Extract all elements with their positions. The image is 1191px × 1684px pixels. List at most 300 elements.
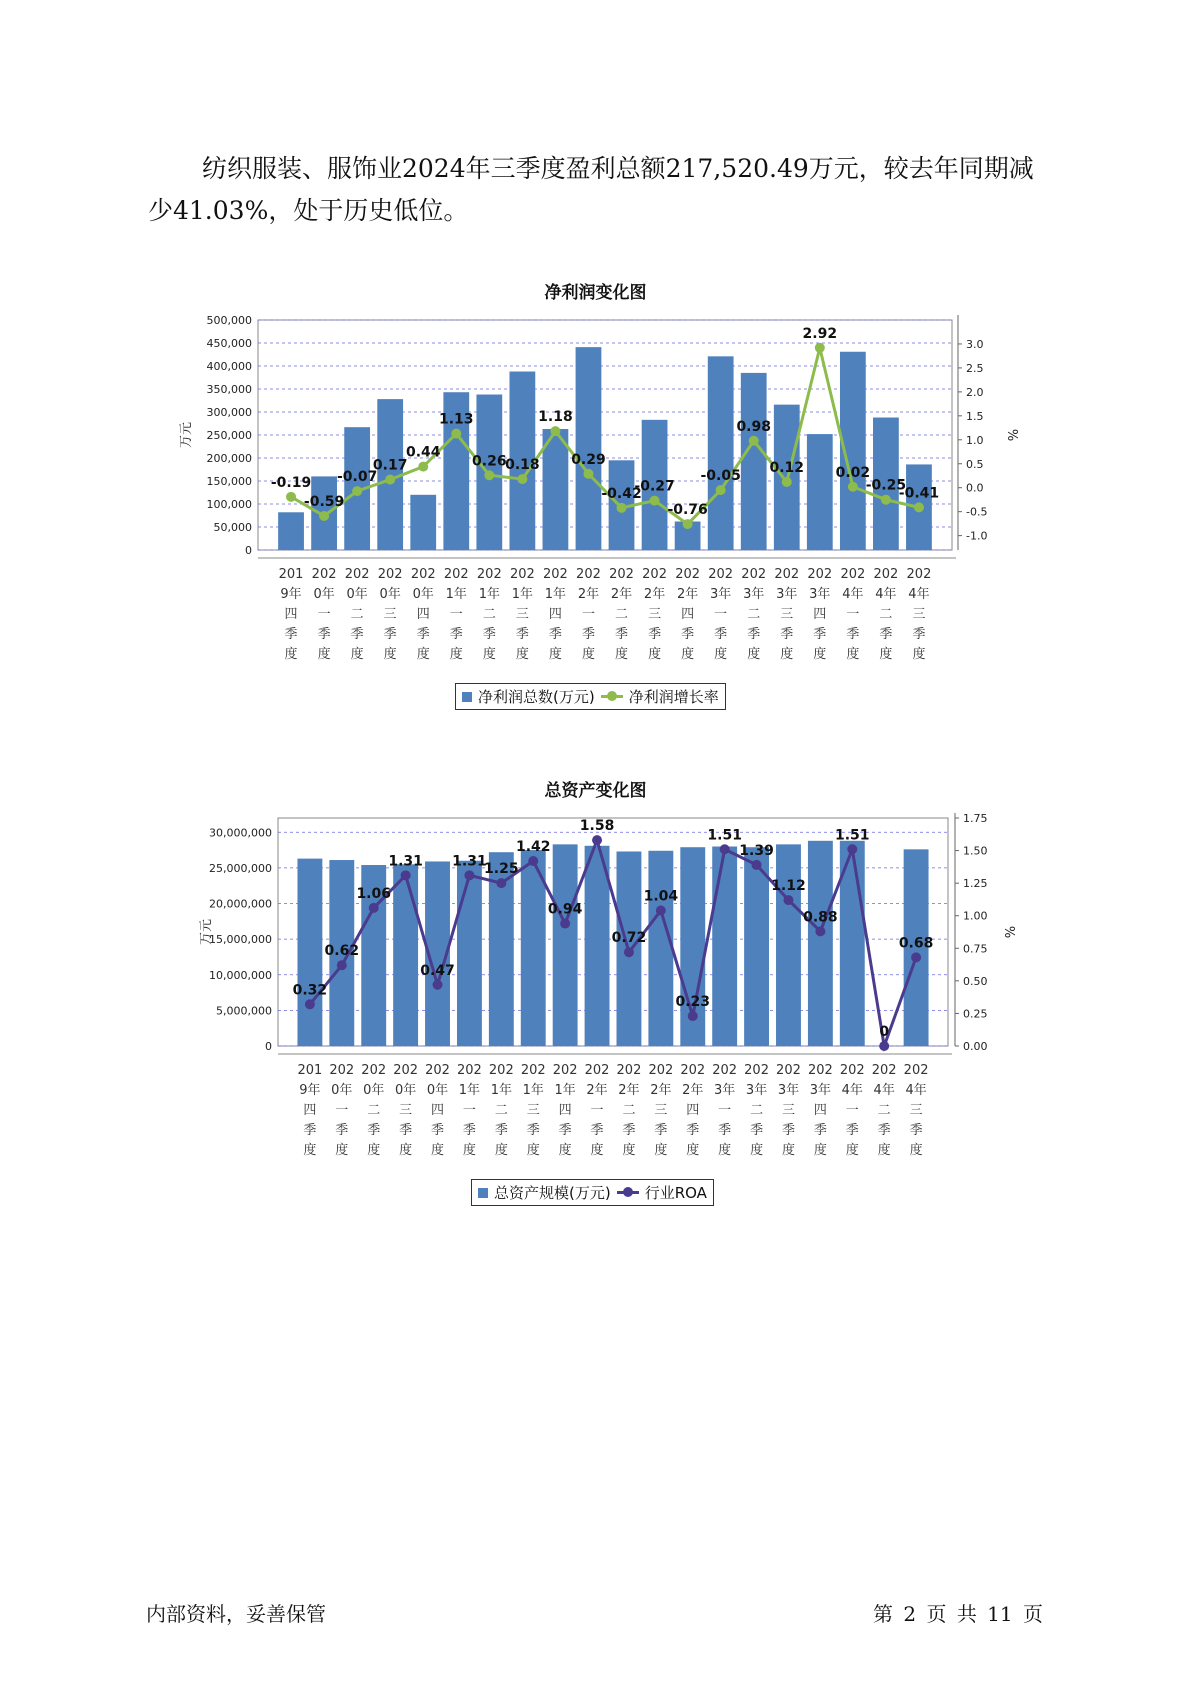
legend-bar-label: 总资产规模(万元) (494, 1184, 611, 1202)
x-tick-label-line: 季 (813, 1123, 827, 1138)
x-tick-label-line: 二 (350, 607, 364, 622)
x-tick-label-line: 202 (871, 1063, 897, 1078)
bar (708, 356, 734, 550)
bar (648, 851, 673, 1046)
x-tick-label-line: 202 (642, 567, 667, 582)
data-label: 0.12 (769, 459, 805, 476)
y2-tick-label: 0.75 (963, 942, 988, 956)
x-tick-label-line: 三 (526, 1103, 540, 1118)
x-tick-label-line: 202 (443, 567, 469, 582)
data-label: -0.41 (898, 485, 940, 502)
x-tick-label-line: 二 (367, 1103, 381, 1118)
line-point (385, 475, 395, 485)
x-tick-label (543, 567, 568, 662)
x-tick-label-line: 0年 (394, 1083, 417, 1098)
y-tick-label: 450,000 (206, 337, 252, 350)
x-tick-label-line: 3年 (809, 1083, 832, 1098)
y-tick-label: 10,000,000 (209, 968, 272, 982)
data-label: 1.04 (643, 888, 679, 905)
y2-tick-label: 0.25 (963, 1007, 988, 1021)
y-tick-label: 500,000 (206, 314, 252, 327)
x-tick-label-line: 一 (317, 607, 331, 622)
x-tick-label-line: 度 (431, 1143, 445, 1158)
x-tick-label-line: 202 (410, 567, 436, 582)
x-tick-label-line: 季 (714, 627, 728, 642)
x-tick-label (411, 567, 436, 662)
line-point (782, 477, 792, 487)
x-tick-label-line: 季 (558, 1123, 572, 1138)
x-tick-label-line: 季 (648, 627, 662, 642)
x-tick-label (297, 1063, 322, 1158)
line-point (848, 482, 858, 492)
x-tick-label-line: 度 (515, 647, 529, 662)
line-point (484, 470, 494, 480)
x-tick-label-line: 二 (615, 607, 629, 622)
x-tick-label (840, 1063, 865, 1158)
line-point (305, 999, 315, 1009)
x-tick-label-line: 三 (781, 1103, 795, 1118)
legend-line-label: 行业ROA (644, 1184, 707, 1202)
x-tick-label-line: 202 (488, 1063, 514, 1078)
data-label: 1.31 (452, 853, 487, 870)
x-tick-label (617, 1063, 642, 1158)
x-tick-label-line: 4年 (842, 587, 864, 602)
x-tick-label-line: 4年 (905, 1083, 927, 1098)
y2-tick-label: 1.75 (963, 812, 988, 825)
line-point (286, 492, 296, 502)
x-tick-label-line: 一 (845, 1103, 859, 1118)
data-label: 0.02 (835, 464, 871, 481)
data-label: 1.31 (388, 853, 423, 870)
x-tick-label (642, 567, 667, 662)
y-tick-label: 20,000,000 (209, 897, 272, 911)
x-tick-label-line: 三 (912, 607, 926, 622)
y-tick-label: 0 (265, 1040, 272, 1053)
x-tick-label-line: 三 (780, 607, 794, 622)
x-tick-label-line: 202 (840, 567, 866, 582)
x-tick-label-line: 四 (548, 607, 562, 622)
x-tick-label-line: 季 (877, 1123, 891, 1138)
y-tick-label: 25,000,000 (209, 861, 272, 875)
bar (741, 373, 767, 550)
line-point (911, 952, 921, 962)
x-tick-label (393, 1063, 418, 1158)
x-tick-label-line: 四 (686, 1103, 700, 1118)
net-profit-chart (0, 270, 1191, 720)
bar (543, 429, 569, 550)
x-tick-label-line: 3年 (743, 587, 765, 602)
x-tick-label-line: 一 (714, 607, 728, 622)
x-tick-label-line: 季 (367, 1123, 381, 1138)
data-label: -0.42 (601, 485, 642, 502)
chart-title: 总资产变化图 (544, 781, 647, 801)
x-tick-label-line: 1年 (511, 587, 534, 602)
x-tick-label-line: 度 (686, 1143, 700, 1158)
data-label: -0.25 (865, 477, 907, 494)
line-point (683, 519, 693, 529)
data-label: 0.44 (405, 444, 441, 461)
bar (808, 841, 833, 1046)
x-tick-label-line: 季 (449, 627, 463, 642)
y2-tick-label: 1.0 (966, 433, 984, 447)
x-tick-label-line: 四 (431, 1103, 445, 1118)
y-tick-label: 250,000 (206, 429, 252, 442)
x-tick-label-line: 202 (839, 1063, 865, 1078)
y2-tick-label: 0.00 (963, 1040, 988, 1053)
x-tick-label (444, 567, 469, 662)
data-label: 0.68 (898, 935, 934, 952)
x-tick-label-line: 度 (558, 1143, 572, 1158)
x-tick-label-line: 202 (708, 567, 734, 582)
x-tick-label-line: 202 (329, 1063, 355, 1078)
x-tick-label-line: 202 (616, 1063, 642, 1078)
x-tick-label-line: 3年 (777, 1083, 800, 1098)
x-tick-label-line: 202 (680, 1063, 706, 1078)
x-tick-label-line: 季 (482, 627, 496, 642)
x-tick-label-line: 4年 (875, 587, 897, 602)
x-tick-label-line: 三 (383, 607, 397, 622)
x-tick-label-line: 季 (416, 627, 430, 642)
line-point (583, 469, 593, 479)
line-point (752, 860, 762, 870)
y-tick-label: 400,000 (206, 360, 252, 373)
x-tick-label-line: 四 (558, 1103, 572, 1118)
line-point (517, 474, 527, 484)
x-tick-label (904, 1063, 929, 1158)
x-tick-label (807, 567, 832, 662)
x-tick-label (576, 567, 601, 662)
x-tick-label-line: 1年 (478, 587, 500, 602)
x-tick-label-line: 3年 (710, 587, 732, 602)
x-tick-label-line: 季 (581, 627, 595, 642)
bar (576, 347, 602, 550)
x-tick-label-line: 202 (584, 1063, 610, 1078)
line-point (418, 462, 428, 472)
x-tick-label-line: 2年 (610, 587, 633, 602)
x-tick-label-line: 季 (909, 1123, 923, 1138)
data-label: 0.17 (372, 457, 408, 474)
x-tick-label-line: 202 (344, 567, 370, 582)
x-tick-label-line: 季 (317, 627, 331, 642)
y-tick-label: 300,000 (206, 406, 252, 419)
x-tick-label-line: 0年 (346, 587, 368, 602)
x-tick-label-line: 202 (393, 1063, 419, 1078)
x-tick-label-line: 202 (311, 567, 337, 582)
y-tick-label: 200,000 (206, 452, 252, 465)
x-tick-label (741, 567, 766, 662)
x-tick-label-line: 度 (813, 1143, 827, 1158)
x-tick-label-line: 1年 (522, 1083, 544, 1098)
x-tick-label-line: 1年 (445, 587, 467, 602)
x-tick-label-line: 201 (297, 1063, 323, 1078)
y-tick-label: 100,000 (206, 498, 252, 511)
y-tick-label: 0 (245, 544, 252, 557)
data-label: -0.19 (270, 474, 312, 491)
data-label: 0 (879, 1024, 890, 1040)
data-label: -0.07 (336, 469, 378, 486)
data-label: 0.47 (420, 962, 455, 979)
x-tick-label-line: 季 (622, 1123, 636, 1138)
footer-page-number: 第 2 页 共 11 页 (873, 1602, 1043, 1626)
data-label: -0.27 (634, 478, 675, 495)
data-label: 1.13 (439, 411, 474, 428)
y2-tick-label: 1.00 (963, 909, 988, 923)
line-point (369, 903, 379, 913)
line-point (656, 906, 666, 916)
data-label: 1.25 (484, 861, 519, 878)
x-tick-label (840, 567, 865, 662)
x-tick-label-line: 度 (845, 1143, 859, 1158)
x-tick-label-line: 202 (609, 567, 634, 582)
x-tick-label-line: 4年 (873, 1083, 895, 1098)
x-tick-label-line: 季 (718, 1123, 732, 1138)
x-tick-label-line: 度 (718, 1143, 732, 1158)
data-label: 0.29 (571, 451, 606, 468)
x-tick-label-line: 季 (686, 1123, 700, 1138)
line-point (337, 960, 347, 970)
x-tick-label-line: 202 (377, 567, 403, 582)
x-tick-label-line: 度 (303, 1143, 317, 1158)
x-tick-label-line: 3年 (809, 587, 831, 602)
x-tick-label-line: 202 (906, 567, 932, 582)
x-tick-label (361, 1063, 386, 1158)
x-tick-label-line: 0年 (363, 1083, 385, 1098)
x-tick-label (521, 1063, 546, 1158)
x-tick-label-line: 三 (654, 1103, 668, 1118)
footer-confidential: 内部资料，妥善保管 (146, 1602, 326, 1626)
x-tick-label-line: 四 (284, 607, 298, 622)
x-tick-label-line: 度 (350, 647, 364, 662)
x-tick-label-line: 1年 (554, 1083, 576, 1098)
x-tick-label-line: 度 (383, 647, 397, 662)
y2-tick-label: 0.0 (966, 481, 984, 495)
x-tick-label-line: 度 (879, 647, 893, 662)
line-point (433, 980, 443, 990)
x-tick-label-line: 202 (774, 567, 800, 582)
x-tick-label-line: 季 (845, 1123, 859, 1138)
x-tick-label (457, 1063, 482, 1158)
data-label: 0.72 (611, 930, 647, 947)
line-point (550, 426, 560, 436)
x-tick-label (872, 1063, 897, 1158)
data-label: 1.39 (739, 842, 774, 859)
x-tick-label-line: 一 (581, 607, 595, 622)
y2-axis-title: % (1004, 428, 1019, 442)
line-point (879, 1041, 889, 1051)
x-tick-label-line: 二 (622, 1103, 636, 1118)
data-label: 1.51 (835, 827, 870, 844)
x-tick-label-line: 季 (590, 1123, 604, 1138)
y-tick-label: 50,000 (213, 521, 252, 534)
line-point (592, 835, 602, 845)
line-point (783, 895, 793, 905)
x-tick-label (680, 1063, 705, 1158)
x-tick-label-line: 季 (879, 627, 893, 642)
x-tick-label (553, 1063, 578, 1158)
line-point (688, 1011, 698, 1021)
y-tick-label: 5,000,000 (216, 1004, 272, 1018)
x-tick-label-line: 一 (449, 607, 463, 622)
x-tick-label-line: 度 (654, 1143, 668, 1158)
x-tick-label-line: 2年 (676, 587, 699, 602)
x-tick-label-line: 度 (714, 647, 728, 662)
x-tick-label-line: 度 (781, 1143, 795, 1158)
x-tick-label-line: 0年 (412, 587, 434, 602)
line-point (815, 926, 825, 936)
x-tick-label-line: 季 (383, 627, 397, 642)
legend-bar-label: 净利润总数(万元) (478, 688, 595, 706)
x-tick-label-line: 度 (846, 647, 860, 662)
x-tick-label-line: 一 (335, 1103, 349, 1118)
x-tick-label (712, 1063, 737, 1158)
x-tick-label-line: 度 (526, 1143, 540, 1158)
chart-title: 净利润变化图 (544, 283, 647, 303)
data-label: 0.88 (803, 909, 838, 926)
x-tick-label (425, 1063, 450, 1158)
x-tick-label-line: 0年 (379, 587, 401, 602)
x-tick-label-line: 201 (278, 567, 304, 582)
y-axis-title: 万元 (199, 918, 214, 946)
data-label: 1.58 (579, 818, 615, 835)
x-tick-label-line: 二 (877, 1103, 891, 1118)
legend-bar-swatch (478, 1188, 488, 1198)
x-tick-label-line: 度 (482, 647, 496, 662)
x-tick-label-line: 202 (361, 1063, 387, 1078)
x-tick-label-line: 季 (654, 1123, 668, 1138)
y-tick-label: 350,000 (206, 383, 252, 396)
data-label: 0.23 (675, 994, 711, 1011)
x-tick-label-line: 202 (520, 1063, 546, 1078)
x-tick-label-line: 四 (416, 607, 430, 622)
y2-tick-label: 1.50 (963, 844, 988, 858)
x-tick-label (609, 567, 634, 662)
line-point (847, 844, 857, 854)
line-point (464, 870, 474, 880)
x-tick-label-line: 季 (615, 627, 629, 642)
chart-legend (455, 683, 726, 710)
x-tick-label-line: 三 (648, 607, 662, 622)
x-tick-label-line: 202 (675, 567, 701, 582)
y2-tick-label: -0.5 (966, 505, 988, 519)
x-tick-label-line: 202 (543, 567, 568, 582)
x-tick-label-line: 季 (548, 627, 562, 642)
x-tick-label-line: 度 (416, 647, 430, 662)
line-point (319, 511, 329, 521)
x-tick-label-line: 2年 (577, 587, 600, 602)
data-label: 0.32 (292, 982, 328, 999)
x-tick-label-line: 202 (576, 567, 601, 582)
x-tick-label-line: 度 (590, 1143, 604, 1158)
x-tick-label (675, 567, 700, 662)
y-tick-label: 15,000,000 (209, 933, 272, 947)
bar (457, 861, 482, 1046)
x-tick-label-line: 季 (526, 1123, 540, 1138)
x-tick-label-line: 四 (813, 1103, 827, 1118)
x-tick-label-line: 202 (648, 1063, 674, 1078)
x-tick-label-line: 度 (284, 647, 298, 662)
x-tick-label (774, 567, 799, 662)
bar (393, 864, 418, 1046)
data-label: 0.98 (736, 418, 771, 435)
x-tick-label-line: 202 (807, 1063, 833, 1078)
bar (744, 847, 769, 1046)
x-tick-label (648, 1063, 673, 1158)
x-tick-label-line: 202 (552, 1063, 578, 1078)
x-tick-label-line: 季 (747, 627, 761, 642)
data-label: 1.06 (356, 885, 391, 902)
x-tick-label-line: 202 (476, 567, 502, 582)
line-point (617, 503, 627, 513)
x-tick-label-line: 一 (718, 1103, 732, 1118)
x-tick-label-line: 9年 (280, 587, 302, 602)
x-tick-label (510, 567, 535, 662)
data-label: 0.94 (547, 901, 583, 918)
y2-tick-label: 0.5 (966, 457, 984, 471)
x-tick-label (312, 567, 337, 662)
x-tick-label-line: 度 (877, 1143, 891, 1158)
data-label: -0.05 (700, 468, 741, 485)
x-tick-label-line: 季 (494, 1123, 508, 1138)
x-tick-label (489, 1063, 514, 1158)
x-tick-label (873, 567, 898, 662)
x-tick-label (708, 567, 733, 662)
bar (712, 847, 737, 1047)
y2-tick-label: 1.25 (963, 877, 988, 891)
y2-tick-label: 2.0 (966, 385, 984, 399)
x-tick-label (329, 1063, 354, 1158)
line-point (720, 844, 730, 854)
y-tick-label: 30,000,000 (209, 826, 272, 840)
y2-tick-label: 1.5 (966, 409, 984, 423)
line-point (528, 856, 538, 866)
x-tick-label-line: 度 (462, 1143, 476, 1158)
x-tick-label-line: 202 (744, 1063, 769, 1078)
x-tick-label-line: 季 (681, 627, 695, 642)
y2-tick-label: 3.0 (966, 337, 984, 351)
x-tick-label-line: 二 (750, 1103, 764, 1118)
x-tick-label-line: 度 (548, 647, 562, 662)
data-label: 0.26 (472, 453, 507, 470)
line-point (815, 343, 825, 353)
x-tick-label (585, 1063, 610, 1158)
x-tick-label-line: 季 (781, 1123, 795, 1138)
x-tick-label-line: 1年 (490, 1083, 512, 1098)
line-point (401, 870, 411, 880)
data-label: 1.42 (515, 838, 551, 855)
x-tick-label-line: 度 (648, 647, 662, 662)
x-tick-label-line: 一 (846, 607, 860, 622)
bar (776, 844, 801, 1046)
x-tick-label-line: 季 (780, 627, 794, 642)
data-label: 0.62 (324, 943, 360, 960)
x-tick-label-line: 季 (912, 627, 926, 642)
line-point (352, 486, 362, 496)
y2-tick-label: 2.5 (966, 361, 984, 375)
line-point (716, 485, 726, 495)
x-tick-label-line: 三 (399, 1103, 413, 1118)
x-tick-label-line: 季 (515, 627, 529, 642)
x-tick-label-line: 202 (425, 1063, 450, 1078)
x-tick-label-line: 度 (367, 1143, 381, 1158)
x-tick-label-line: 季 (750, 1123, 764, 1138)
x-tick-label-line: 季 (431, 1123, 445, 1138)
bar (807, 434, 833, 550)
line-point (451, 429, 461, 439)
y2-axis-title: % (1001, 925, 1016, 939)
x-tick-label-line: 季 (399, 1123, 413, 1138)
x-tick-label-line: 202 (457, 1063, 482, 1078)
x-tick-label-line: 202 (741, 567, 767, 582)
